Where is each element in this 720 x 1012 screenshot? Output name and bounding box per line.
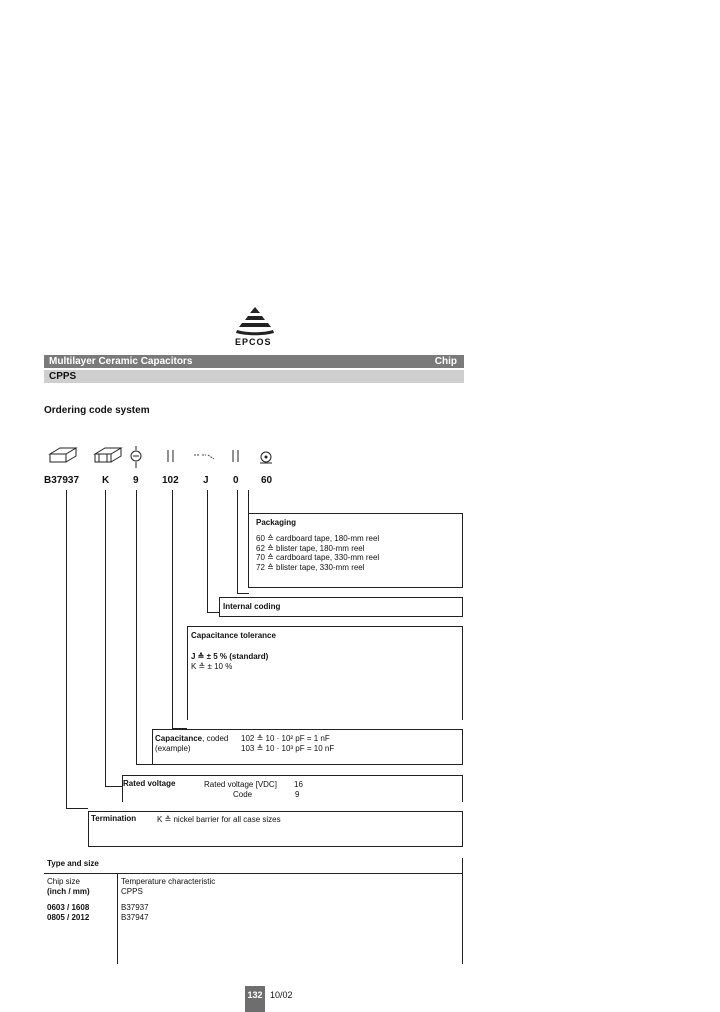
rated-voltage-box: [122, 775, 463, 802]
rated-voltage-value: 16: [294, 780, 303, 789]
code-part-packaging: 60: [261, 475, 273, 486]
capacitance-label: [155, 734, 228, 744]
tolerance-icon: [194, 451, 216, 463]
capacitance-example-label: (example): [155, 744, 191, 753]
col-chip-size-header: Chip size: [47, 877, 80, 886]
table-row-code: B37937: [121, 903, 149, 912]
code-part-capacitance: 102: [162, 475, 179, 486]
connector-voltage-h: [136, 764, 152, 765]
packaging-title: Packaging: [256, 518, 297, 527]
connector-tolerance: [207, 490, 208, 612]
code-part-termination: K: [102, 475, 110, 486]
capacitance-label-bold: Capacitance: [155, 734, 203, 743]
code-part-type: B37937: [44, 475, 80, 486]
internal-coding-icon: [230, 450, 242, 464]
code-part-tolerance: J: [203, 475, 209, 486]
packaging-line: 60 ≙ cardboard tape, 180-mm reel: [256, 534, 380, 543]
packaging-box: [248, 513, 463, 588]
tolerance-line: K ≙ ± 10 %: [191, 662, 233, 671]
connector-tolerance-h: [207, 612, 219, 613]
connector-capacitance: [172, 490, 173, 728]
type-size-divider: [44, 873, 463, 874]
rated-voltage-label: Rated voltage [VDC]: [204, 780, 277, 789]
footer-date: 10/02: [270, 990, 293, 1000]
tolerance-line-standard: J ≙ ± 5 % (standard): [191, 652, 269, 661]
code-part-internal: 0: [233, 475, 239, 486]
connector-termination: [105, 490, 106, 786]
chip-type-icon: [48, 446, 78, 466]
rated-voltage-title: Rated voltage: [123, 779, 176, 788]
table-row-size: 0805 / 2012: [47, 912, 90, 922]
table-row-size: 0603 / 1608: [47, 903, 90, 912]
header-category: Chip: [434, 356, 457, 367]
tolerance-title: Capacitance tolerance: [191, 631, 276, 640]
internal-coding-box: [219, 597, 463, 617]
termination-title: Termination: [91, 814, 137, 823]
series-label: CPPS: [49, 371, 77, 382]
connector-internal: [237, 490, 238, 593]
code-part-voltage: 9: [133, 475, 139, 486]
connector-type-h: [66, 808, 88, 809]
packaging-line: 70 ≙ cardboard tape, 330-mm reel: [256, 553, 380, 562]
capacitance-line: 102 ≙ 10 · 10² pF = 1 nF: [241, 734, 330, 743]
col-temp-sub: CPPS: [121, 886, 143, 896]
connector-type: [66, 490, 67, 808]
epcos-logo: [233, 305, 277, 349]
voltage-icon: [129, 446, 143, 468]
page-number: 132: [245, 986, 265, 1012]
packaging-icon: [258, 449, 274, 465]
col-temp-header: Temperature characteristic: [121, 877, 216, 886]
header-bar: [44, 355, 464, 368]
voltage-code-value: 9: [295, 790, 300, 799]
packaging-line: 72 ≙ blister tape, 330-mm reel: [256, 562, 365, 572]
type-size-column-divider: [117, 873, 118, 964]
col-chip-size-unit: (inch / mm): [47, 886, 90, 896]
capacitance-label-suffix: , coded: [202, 734, 229, 743]
tolerance-box: [187, 626, 463, 720]
table-row-code: B37947: [121, 912, 149, 922]
header-title: Multilayer Ceramic Capacitors: [49, 356, 193, 367]
connector-voltage: [136, 490, 137, 764]
voltage-code-label: Code: [233, 790, 253, 799]
termination-text: K ≙ nickel barrier for all case sizes: [157, 815, 281, 824]
packaging-line: 62 ≙ blister tape, 180-mm reel: [256, 543, 365, 553]
chip-size-icon: [93, 446, 123, 466]
capacitance-box: [152, 729, 463, 765]
epcos-logo-text: EPCOS: [235, 337, 272, 347]
capacitance-line: 103 ≙ 10 · 10³ pF = 10 nF: [241, 744, 335, 753]
capacitance-icon: [165, 450, 177, 464]
internal-coding-title: Internal coding: [223, 602, 281, 611]
connector-termination-h: [105, 786, 122, 787]
type-size-title: Type and size: [47, 859, 99, 868]
termination-box: [88, 811, 463, 847]
connector-internal-h: [237, 593, 249, 594]
section-title: Ordering code system: [44, 405, 150, 416]
epcos-logo-icon: [233, 305, 277, 337]
series-bar: [44, 370, 464, 383]
